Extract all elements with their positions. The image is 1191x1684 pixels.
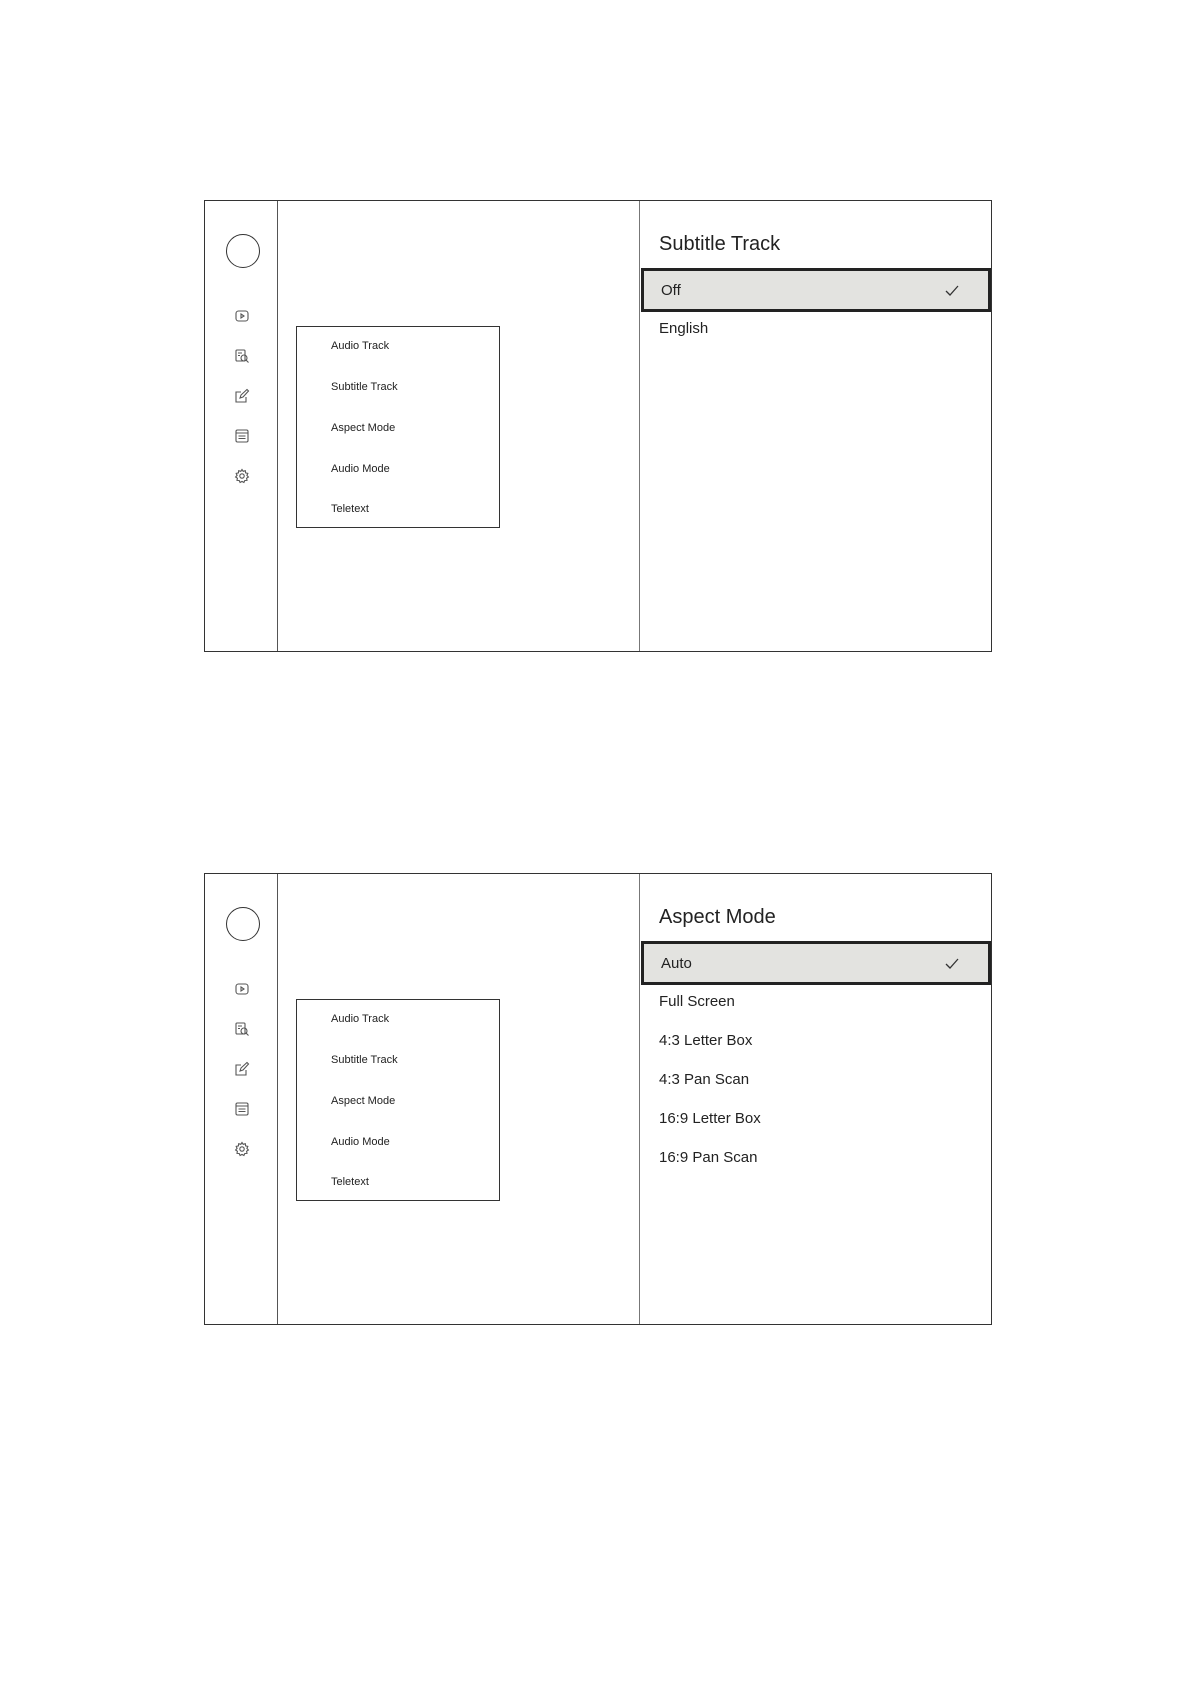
option-4-3-letter-box[interactable]: 4:3 Letter Box (659, 1032, 753, 1049)
panel-title: Subtitle Track (659, 233, 781, 255)
panel-divider (639, 201, 640, 651)
selected-option-label: Off (661, 282, 681, 299)
avatar[interactable] (226, 907, 260, 941)
sidebar (205, 874, 278, 1324)
menu-item-audio-mode[interactable]: Audio Mode (331, 1136, 390, 1148)
option-16-9-letter-box[interactable]: 16:9 Letter Box (659, 1110, 761, 1127)
edit-icon[interactable] (231, 387, 253, 405)
options-menu (296, 999, 500, 1201)
menu-item-teletext[interactable]: Teletext (331, 503, 369, 515)
option-16-9-pan-scan[interactable]: 16:9 Pan Scan (659, 1149, 758, 1166)
checkmark-icon (944, 284, 960, 298)
play-icon[interactable] (231, 307, 253, 325)
screen-subtitle-track (204, 200, 992, 652)
gear-icon[interactable] (231, 1140, 253, 1158)
panel-divider (639, 874, 640, 1324)
checkmark-icon (944, 957, 960, 971)
menu-item-teletext[interactable]: Teletext (331, 1176, 369, 1188)
options-menu (296, 326, 500, 528)
guide-icon[interactable] (231, 1100, 253, 1118)
menu-item-audio-track[interactable]: Audio Track (331, 1013, 390, 1025)
edit-icon[interactable] (231, 1060, 253, 1078)
selected-option-row[interactable] (641, 268, 991, 312)
menu-item-audio-track[interactable]: Audio Track (331, 340, 390, 352)
search-icon[interactable] (231, 1020, 253, 1038)
menu-item-subtitle-track[interactable]: Subtitle Track (331, 381, 398, 393)
sidebar (205, 201, 278, 651)
selected-option-row[interactable] (641, 941, 991, 985)
gear-icon[interactable] (231, 467, 253, 485)
option-4-3-pan-scan[interactable]: 4:3 Pan Scan (659, 1071, 750, 1088)
search-icon[interactable] (231, 347, 253, 365)
menu-item-aspect-mode[interactable]: Aspect Mode (331, 1095, 396, 1107)
panel-title: Aspect Mode (659, 906, 776, 928)
selected-option-label: Auto (661, 955, 692, 972)
menu-item-aspect-mode[interactable]: Aspect Mode (331, 422, 396, 434)
play-icon[interactable] (231, 980, 253, 998)
option-english[interactable]: English (659, 320, 709, 337)
screen-aspect-mode (204, 873, 992, 1325)
menu-item-subtitle-track[interactable]: Subtitle Track (331, 1054, 398, 1066)
menu-item-audio-mode[interactable]: Audio Mode (331, 463, 390, 475)
guide-icon[interactable] (231, 427, 253, 445)
option-full-screen[interactable]: Full Screen (659, 993, 735, 1010)
avatar[interactable] (226, 234, 260, 268)
